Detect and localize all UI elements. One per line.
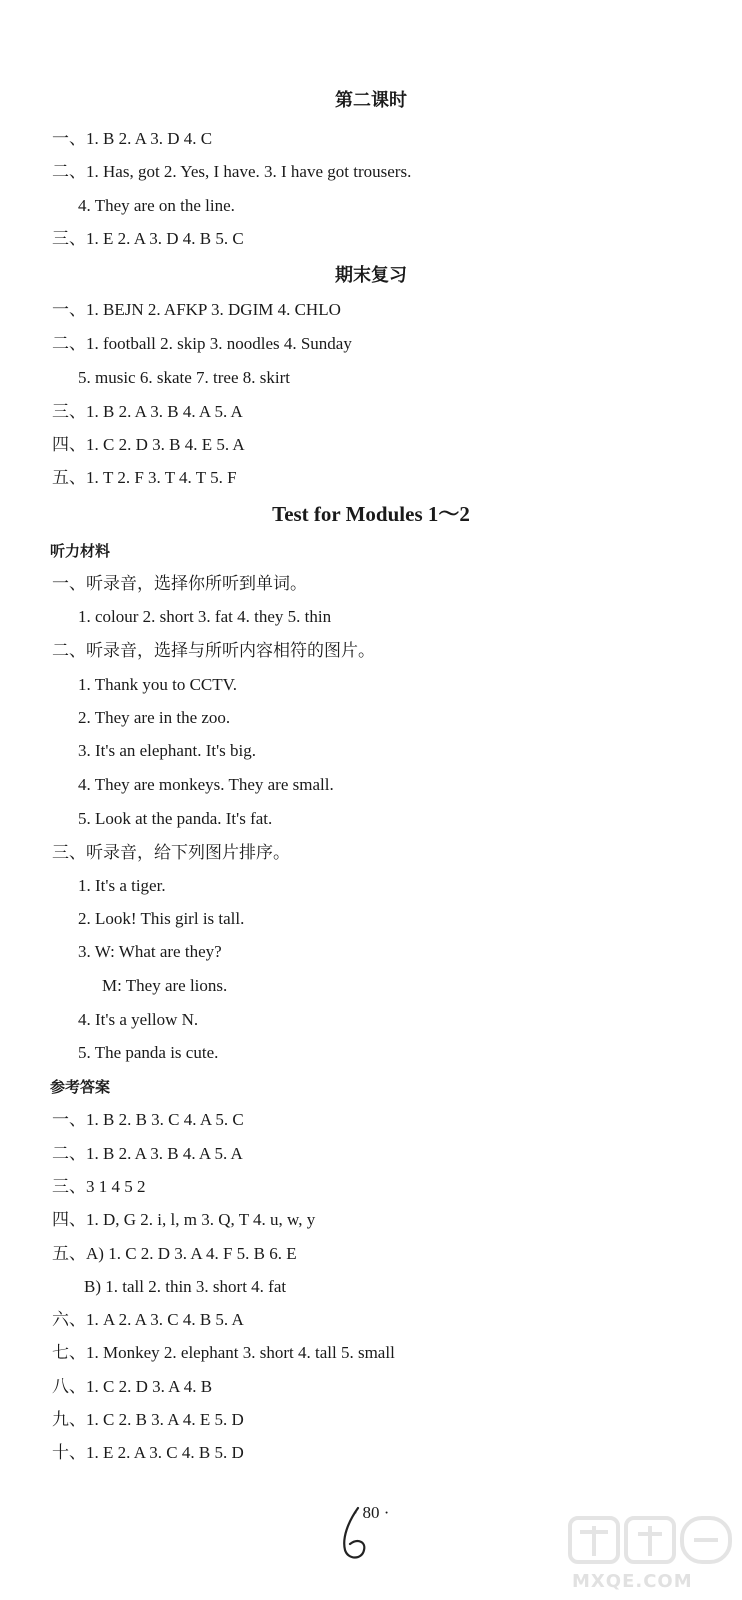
answer-line: 四、1. C 2. D 3. B 4. E 5. A (52, 435, 245, 454)
answer-line: 五、1. T 2. F 3. T 4. T 5. F (52, 468, 237, 487)
answer-line: 三、1. B 2. A 3. B 4. A 5. A (52, 402, 243, 421)
answer-line: 三、听录音，给下列图片排序。 (52, 843, 290, 862)
answer-line: 二、听录音，选择与所听内容相符的图片。 (52, 641, 375, 660)
watermark-text: MXQE.COM (572, 1571, 693, 1592)
answer-line: 一、1. B 2. A 3. D 4. C (52, 129, 213, 148)
answer-line: 5. music 6. skate 7. tree 8. skirt (78, 368, 290, 387)
answer-line: 一、听录音，选择你所听到单词。 (52, 574, 307, 593)
answer-line: 三、3 1 4 5 2 (52, 1177, 146, 1196)
answer-line: 3. W: What are they? (78, 942, 222, 961)
answer-line: 十、1. E 2. A 3. C 4. B 5. D (52, 1443, 244, 1462)
answer-line: 1. It's a tiger. (78, 876, 166, 895)
heading-lesson-2: 第二课时 (335, 90, 407, 111)
answer-line: 2. They are in the zoo. (78, 708, 231, 727)
answer-line: 三、1. E 2. A 3. D 4. B 5. C (52, 229, 244, 248)
answer-line: 二、1. Has, got 2. Yes, I have. 3. I have got trousers. (52, 162, 412, 181)
answer-line: 1. colour 2. short 3. fat 4. they 5. thin (78, 607, 332, 626)
heading-final-review: 期末复习 (335, 265, 407, 286)
section-answers: 参考答案 (50, 1078, 111, 1096)
answer-line: 四、1. D, G 2. i, l, m 3. Q, T 4. u, w, y (52, 1210, 316, 1229)
answer-line: 二、1. football 2. skip 3. noodles 4. Sunday (52, 334, 352, 353)
heading-test-modules: Test for Modules 1～2 (272, 502, 470, 526)
page-number: · 80 · (352, 1503, 390, 1522)
answer-line: 八、1. C 2. D 3. A 4. B (52, 1377, 213, 1396)
answer-line: 九、1. C 2. B 3. A 4. E 5. D (52, 1410, 244, 1429)
answer-line: 一、1. BEJN 2. AFKP 3. DGIM 4. CHLO (52, 300, 341, 319)
watermark-icon (566, 1512, 736, 1568)
answer-line: 六、1. A 2. A 3. C 4. B 5. A (52, 1310, 244, 1329)
answer-line: B) 1. tall 2. thin 3. short 4. fat (84, 1277, 287, 1296)
answer-line: 4. They are monkeys. They are small. (78, 775, 334, 794)
answer-line: 五、A) 1. C 2. D 3. A 4. F 5. B 6. E (52, 1244, 297, 1263)
watermark-logo (566, 1512, 736, 1594)
answer-line: M: They are lions. (102, 976, 228, 995)
answer-line: 一、1. B 2. B 3. C 4. A 5. C (52, 1110, 244, 1129)
answer-line: 3. It's an elephant. It's big. (78, 741, 256, 760)
answer-line: 4. They are on the line. (78, 196, 235, 215)
answer-line: 5. Look at the panda. It's fat. (78, 809, 273, 828)
answer-line: 1. Thank you to CCTV. (78, 675, 237, 694)
answer-line: 七、1. Monkey 2. elephant 3. short 4. tall 5. small (52, 1343, 395, 1362)
answer-line: 二、1. B 2. A 3. B 4. A 5. A (52, 1144, 243, 1163)
answer-line: 5. The panda is cute. (78, 1043, 219, 1062)
answer-line: 2. Look! This girl is tall. (78, 909, 245, 928)
section-listening-material: 听力材料 (50, 542, 111, 560)
handwritten-mark (336, 1504, 376, 1564)
answer-line: 4. It's a yellow N. (78, 1010, 199, 1029)
